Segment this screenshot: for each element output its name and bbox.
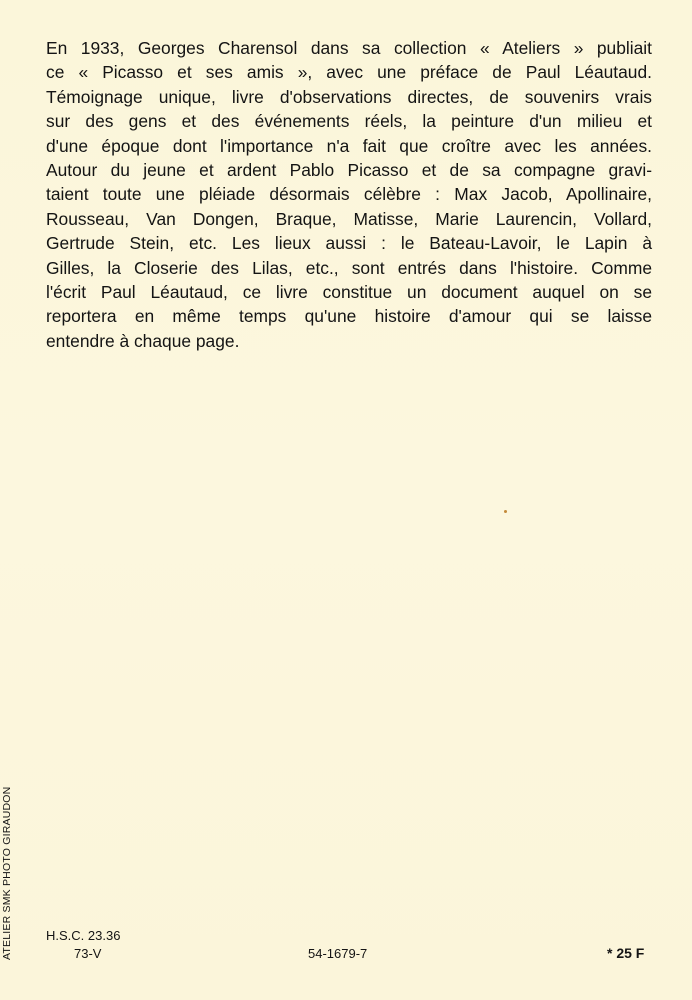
blurb-line: taient toute une pléiade désormais célèbre : Max Jacob, Apollinaire, (46, 184, 652, 205)
blurb-line: Témoignage unique, livre d'observations directes, de souvenirs vrais (46, 86, 652, 107)
blurb-line: ce « Picasso et ses amis », avec une préface de Paul Léautaud. (46, 62, 652, 83)
blurb-line: sur des gens et des événements réels, la peinture d'un milieu et (46, 111, 652, 132)
blurb-line: d'une époque dont l'importance n'a fait que croître avec les années. (46, 135, 652, 156)
price-label: * 25 F (607, 945, 645, 961)
back-cover-blurb (46, 36, 652, 353)
blurb-line: En 1933, Georges Charensol dans sa collection « Ateliers » publiait (46, 38, 652, 58)
blurb-line: Gilles, la Closerie des Lilas, etc., sont entrés dans l'histoire. Comme (46, 257, 652, 278)
paper-speck (504, 510, 507, 513)
photo-credit: ATELIER SMK PHOTO GIRAUDON (1, 786, 13, 960)
blurb-line: Rousseau, Van Dongen, Braque, Matisse, Marie Laurencin, Vollard, (46, 208, 652, 229)
series-code: 73-V (74, 946, 102, 961)
blurb-line: entendre à chaque page. (46, 330, 240, 351)
blurb-line: reportera en même temps qu'une histoire d'amour qui se laisse (46, 306, 652, 327)
blurb-line: Autour du jeune et ardent Pablo Picasso et de sa compagne gravi- (46, 159, 652, 180)
catalog-code: H.S.C. 23.36 (46, 928, 121, 943)
blurb-line: Gertrude Stein, etc. Les lieux aussi : le Bateau-Lavoir, le Lapin à (46, 233, 652, 254)
isbn-code: 54-1679-7 (308, 946, 368, 961)
blurb-line: l'écrit Paul Léautaud, ce livre constitue un document auquel on se (46, 281, 652, 302)
